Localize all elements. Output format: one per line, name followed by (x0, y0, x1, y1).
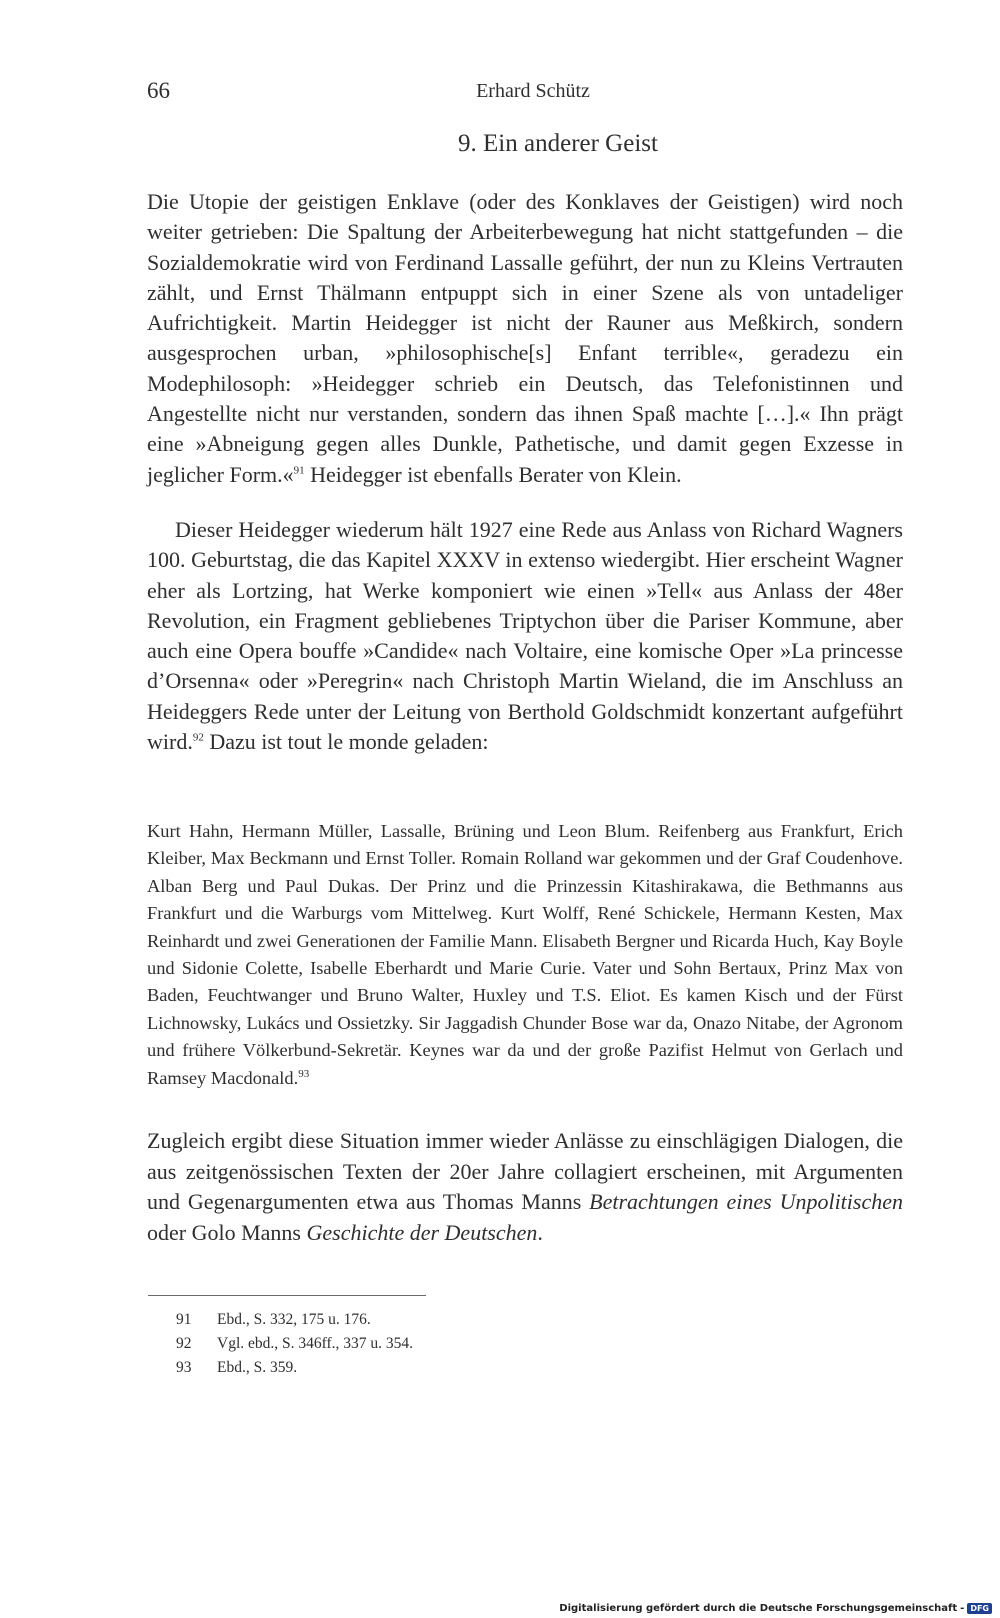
page-number: 66 (147, 78, 170, 103)
paragraph-2-tail: Dazu ist tout le monde geladen: (203, 729, 489, 755)
footnotes (176, 1308, 413, 1380)
footnote-text: Vgl. ebd., S. 346ff., 337 u. 354. (217, 1335, 414, 1352)
dfg-logo: DFG (967, 1603, 992, 1614)
book-title-geschichte: Geschichte der Deutschen (306, 1219, 538, 1245)
funding-note-text: Digitalisierung gefördert durch die Deutsche Forschungsgemeinschaft (559, 1603, 958, 1614)
paragraph-1 (147, 187, 903, 490)
paragraph-3 (147, 1126, 903, 1248)
book-title-betrachtungen: Betrachtungen eines Unpolitischen (589, 1189, 903, 1214)
paragraph-3-text: Zugleich ergibt diese Situation immer wieder Anlässe zu einschlägigen Dialogen, die aus zeitgenössischen Texten der 20er Jahre collagiert erscheinen, mit Argumenten und Gegenargumenten etwa aus Thomas Manns (147, 1128, 903, 1214)
chapter-title: 9. Ein anderer Geist (458, 130, 658, 157)
footnote-93 (176, 1356, 413, 1380)
block-quote-text: Kurt Hahn, Hermann Müller, Lassalle, Brüning und Leon Blum. Reifenberg aus Frankfurt, Erich Kleiber, Max Beckmann und Ernst Toller. Romain Rolland war gekommen und der Graf Coudenhove. Alban Berg und Paul Dukas. Der Prinz und die Prinzessin Kitashirakawa, die Bethmanns aus Frankfurt und die Warburgs vom Mittelweg. Kurt Wolff, René Schickele, Hermann Kesten, Max Reinhardt und zwei Generationen der Familie Mann. Elisabeth Bergner und Ricarda Huch, Kay Boyle und Sidonie Colette, Isabelle Eberhardt und Marie Curie. Vater und Sohn Bertaux, Prinz Max von Baden, Feuchtwanger und Bruno Walter, Huxley und T.S. Eliot. Es kamen Kisch und der Fürst Lichnowsky, Lukács und Ossietzky. Sir Jaggadish Chunder Bose war da, Onazo Nitabe, der Agronom und frühere Völkerbund-Sekretär. Keynes war da und der große Pazifist Helmut von Gerlach und Ramsey Macdonald. (147, 821, 903, 1088)
footnote-text: Ebd., S. 359. (217, 1359, 298, 1376)
paragraph-3-middle: oder Golo Manns (147, 1219, 307, 1245)
footnote-divider (148, 1295, 426, 1296)
footnote-text: Ebd., S. 332, 175 u. 176. (217, 1311, 371, 1328)
paragraph-2-text: Dieser Heidegger wiederum hält 1927 eine Rede aus Anlass von Richard Wagners 100. Geburtstag, die das Kapitel XXXV in extenso wiedergibt. Hier erscheint Wagner eher als Lortzing, hat Werke komponiert wie einen »Tell« aus Anlass der 48er Revolution, ein Fragment gebliebenes Triptychon über die Pariser Kommune, aber auch eine Opera bouffe »Candide« nach Voltaire, eine komische Oper »La princesse d’Orsenna« oder »Peregrin« nach Christoph Martin Wieland, die im Anschluss an Heideggers Rede unter der Leitung von Berthold Goldschmidt konzertant aufgeführt wird. (147, 517, 903, 755)
funding-notice: Digitalisierung gefördert durch die Deutsche Forschungsgemeinschaft - DFG (559, 1603, 992, 1614)
footnote-91 (176, 1308, 413, 1332)
footnote-ref-92[interactable]: 92 (192, 731, 204, 744)
paragraph-1-text: Die Utopie der geistigen Enklave (oder des Konklaves der Geistigen) wird noch weiter getrieben: Die Spaltung der Arbeiterbewegung hat nicht stattgefunden – die Sozialdemokratie wird von Ferdinand Lassalle geführt, der nun zu Kleins Vertrauten zählt, und Ernst Thälmann entpuppt sich in einer Szene als von untadeliger Aufrichtigkeit. Martin Heidegger ist nicht der Rauner aus Meßkirch, sondern ausgesprochen urban, »philosophische[s] Enfant terrible«, geradezu ein Modephilosoph: »Heidegger schrieb ein Deutsch, das Telefonistinnen und Angestellte nicht nur verstanden, sondern das ihnen Spaß machte […].« Ihn prägt eine »Abneigung gegen alles Dunkle, Pathetische, und damit gegen Exzesse in jeglicher Form.« (147, 189, 903, 487)
paragraph-3-end: . (537, 1219, 543, 1245)
paragraph-1-tail: Heidegger ist ebenfalls Berater von Klein. (304, 461, 682, 487)
footnote-ref-91[interactable]: 91 (293, 464, 305, 477)
block-quote (147, 818, 903, 1092)
footnote-92 (176, 1332, 413, 1356)
paragraph-2 (147, 515, 903, 757)
running-head: Erhard Schütz (476, 80, 590, 102)
footnote-number: 92 (176, 1335, 192, 1352)
footnote-ref-93[interactable]: 93 (298, 1067, 310, 1080)
footnote-number: 91 (176, 1311, 192, 1328)
footnote-number: 93 (176, 1359, 192, 1376)
